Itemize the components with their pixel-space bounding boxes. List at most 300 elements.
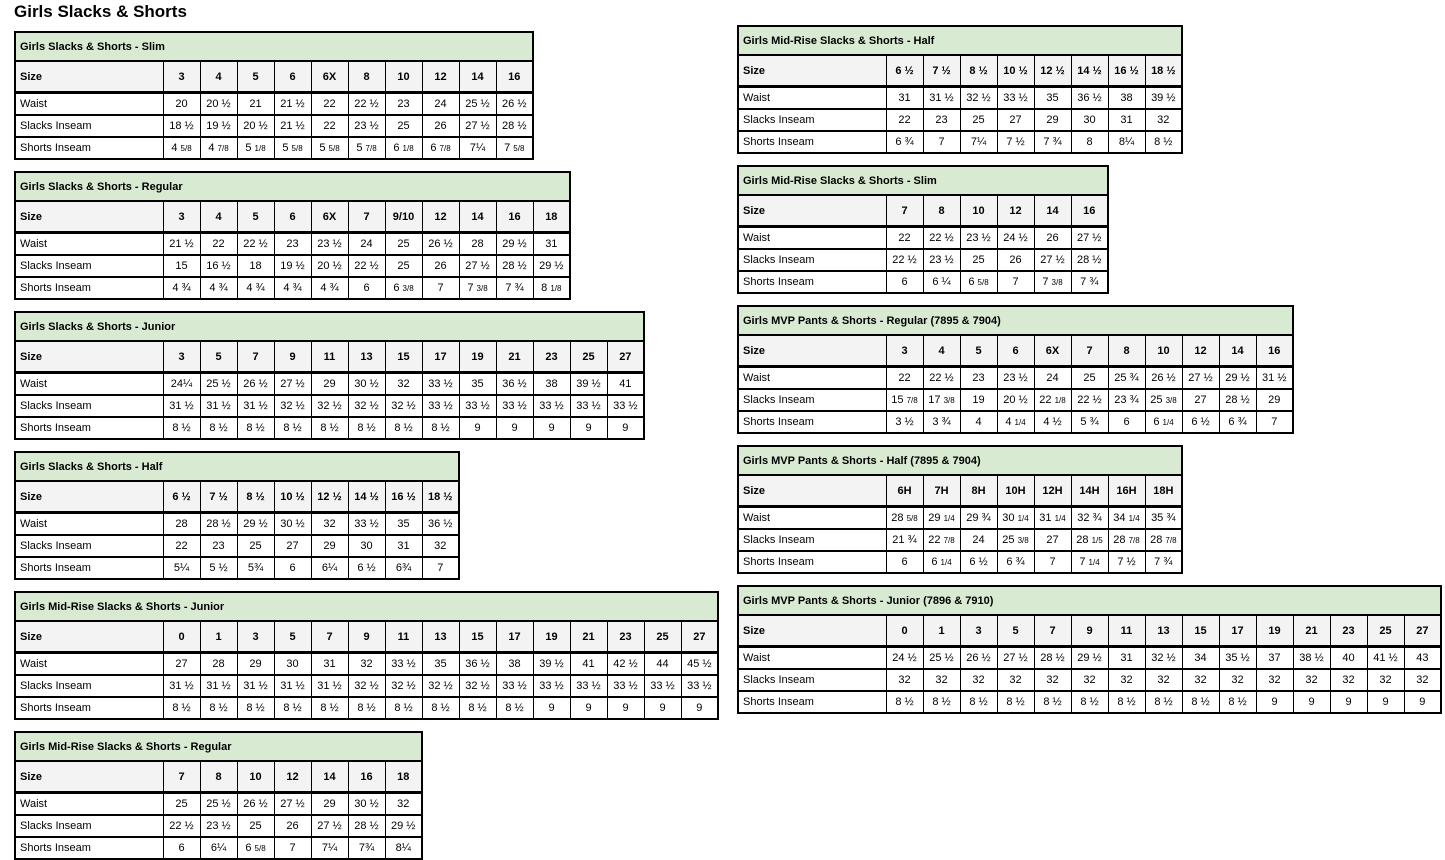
size-header-cell: 9 — [1071, 615, 1108, 647]
value-cell: 6 7/8 — [422, 137, 459, 159]
value-cell: 31 ½ — [163, 395, 200, 417]
table-row — [738, 669, 1441, 691]
value-cell: 26 ½ — [960, 647, 997, 670]
value-cell: 7 3/8 — [1034, 271, 1071, 293]
size-header-cell: 16 — [496, 201, 533, 233]
value-cell: 8 ½ — [1071, 691, 1108, 713]
value-cell: 34 — [1182, 647, 1219, 670]
table-row — [15, 93, 533, 116]
size-header-cell: 9/10 — [385, 201, 422, 233]
value-cell: 22 — [886, 109, 923, 131]
right-column — [737, 25, 1442, 714]
value-cell: 4 1/4 — [997, 411, 1034, 433]
value-cell: 33 ½ — [385, 653, 422, 676]
row-label: Slacks Inseam — [738, 669, 886, 691]
value-cell: 31 ½ — [1256, 367, 1293, 390]
value-cell: 22 — [886, 367, 923, 390]
table-title: Girls Mid-Rise Slacks & Shorts - Half — [738, 26, 1182, 55]
size-header-cell: 16 ½ — [1108, 55, 1145, 87]
value-cell: 26 ½ — [1145, 367, 1182, 390]
value-cell: 19 — [960, 389, 997, 411]
value-cell: 33 ½ — [533, 675, 570, 697]
value-cell: 28 ½ — [1219, 389, 1256, 411]
value-cell: 8 ½ — [1182, 691, 1219, 713]
value-cell: 9 — [644, 697, 681, 719]
value-cell: 7 — [274, 837, 311, 859]
value-cell: 22 ½ — [348, 93, 385, 116]
value-cell: 18 — [237, 255, 274, 277]
size-table — [14, 311, 645, 440]
value-cell: 26 ½ — [237, 793, 274, 816]
table-row — [15, 255, 570, 277]
row-label: Waist — [15, 93, 163, 116]
value-cell: 31 — [533, 233, 570, 256]
size-header-cell: 4 — [200, 201, 237, 233]
table-row — [15, 653, 718, 676]
value-cell: 9 — [496, 417, 533, 439]
row-label: Slacks Inseam — [15, 675, 163, 697]
row-label: Waist — [15, 373, 163, 396]
value-cell: 29 ¾ — [960, 507, 997, 530]
value-cell: 9 — [1404, 691, 1441, 713]
value-cell: 33 ½ — [533, 395, 570, 417]
value-cell: 5 5/8 — [274, 137, 311, 159]
table-title: Girls MVP Pants & Shorts - Regular (7895 & 7904) — [738, 306, 1293, 335]
value-cell: 4 ¾ — [200, 277, 237, 299]
value-cell: 25 ½ — [200, 793, 237, 816]
value-cell: 24 — [348, 233, 385, 256]
size-header-cell: 12 ½ — [1034, 55, 1071, 87]
value-cell: 5 7/8 — [348, 137, 385, 159]
value-cell: 5 5/8 — [311, 137, 348, 159]
value-cell: 32 ½ — [348, 675, 385, 697]
value-cell: 33 ½ — [570, 395, 607, 417]
table-title: Girls Slacks & Shorts - Half — [15, 452, 459, 481]
value-cell: 28 — [459, 233, 496, 256]
value-cell: 8 ½ — [311, 697, 348, 719]
value-cell: 30 — [348, 535, 385, 557]
size-header-cell: 16 — [1256, 335, 1293, 367]
value-cell: 30 ½ — [348, 793, 385, 816]
value-cell: 6 — [348, 277, 385, 299]
value-cell: 32 — [1256, 669, 1293, 691]
value-cell: 36 ½ — [1071, 87, 1108, 110]
size-header-cell: 18 ½ — [422, 481, 459, 513]
value-cell: 39 ½ — [1145, 87, 1182, 110]
size-header-cell: 12 ½ — [311, 481, 348, 513]
value-cell: 41 — [607, 373, 644, 396]
size-row-label: Size — [15, 61, 163, 93]
row-label: Shorts Inseam — [15, 837, 163, 859]
value-cell: 28 7/8 — [1145, 529, 1182, 551]
value-cell: 31 ½ — [200, 675, 237, 697]
value-cell: 19 ½ — [200, 115, 237, 137]
value-cell: 6 5/8 — [960, 271, 997, 293]
value-cell: 8 ½ — [237, 417, 274, 439]
value-cell: 33 ½ — [496, 675, 533, 697]
value-cell: 15 7/8 — [886, 389, 923, 411]
value-cell: 7 5/8 — [496, 137, 533, 159]
size-header-cell: 6X — [311, 201, 348, 233]
value-cell: 42 ½ — [607, 653, 644, 676]
value-cell: 29 ½ — [1071, 647, 1108, 670]
value-cell: 32 — [422, 535, 459, 557]
size-header-cell: 21 — [496, 341, 533, 373]
size-header-cell: 13 — [422, 621, 459, 653]
left-column — [14, 31, 719, 860]
value-cell: 8 — [1071, 131, 1108, 153]
table-row — [738, 647, 1441, 670]
table-row — [738, 389, 1293, 411]
value-cell: 8 ½ — [237, 697, 274, 719]
size-header-cell: 7 ½ — [923, 55, 960, 87]
value-cell: 8 ½ — [886, 691, 923, 713]
value-cell: 8 ½ — [923, 691, 960, 713]
size-table — [737, 305, 1294, 434]
value-cell: 25 ½ — [459, 93, 496, 116]
table-row — [15, 373, 644, 396]
size-header-cell: 16 ½ — [385, 481, 422, 513]
value-cell: 32 ½ — [422, 675, 459, 697]
table-row — [738, 131, 1182, 153]
value-cell: 22 — [311, 93, 348, 116]
value-cell: 29 — [1034, 109, 1071, 131]
value-cell: 25 — [237, 815, 274, 837]
value-cell: 32 ¾ — [1071, 507, 1108, 530]
size-header-cell: 17 — [422, 341, 459, 373]
table-row — [15, 395, 644, 417]
value-cell: 39 ½ — [533, 653, 570, 676]
row-label: Slacks Inseam — [15, 815, 163, 837]
size-row-label: Size — [738, 615, 886, 647]
value-cell: 38 ½ — [1293, 647, 1330, 670]
value-cell: 15 — [163, 255, 200, 277]
value-cell: 8 ½ — [1108, 691, 1145, 713]
size-header-cell: 1 — [200, 621, 237, 653]
value-cell: 30 — [274, 653, 311, 676]
value-cell: 20 ½ — [200, 93, 237, 116]
value-cell: 27 ½ — [997, 647, 1034, 670]
size-header-cell: 6H — [886, 475, 923, 507]
value-cell: 21 — [237, 93, 274, 116]
table-row — [15, 557, 459, 579]
value-cell: 25 ½ — [923, 647, 960, 670]
size-row-label: Size — [15, 201, 163, 233]
value-cell: 32 ½ — [385, 395, 422, 417]
size-header-cell: 12 — [997, 195, 1034, 227]
size-header-cell: 7H — [923, 475, 960, 507]
value-cell: 22 — [163, 535, 200, 557]
size-header-cell: 9 — [274, 341, 311, 373]
value-cell: 41 — [570, 653, 607, 676]
value-cell: 24 ½ — [997, 227, 1034, 250]
value-cell: 33 ½ — [496, 395, 533, 417]
row-label: Waist — [738, 647, 886, 670]
value-cell: 33 ½ — [570, 675, 607, 697]
value-cell: 26 ½ — [237, 373, 274, 396]
size-header-cell: 10 — [237, 761, 274, 793]
value-cell: 7 ½ — [1108, 551, 1145, 573]
size-row-label: Size — [15, 481, 163, 513]
row-label: Waist — [15, 513, 163, 536]
size-header-cell: 18 — [533, 201, 570, 233]
value-cell: 22 ½ — [923, 367, 960, 390]
value-cell: 25 — [385, 115, 422, 137]
value-cell: 27 ½ — [459, 255, 496, 277]
value-cell: 5 1/8 — [237, 137, 274, 159]
value-cell: 28 ½ — [496, 115, 533, 137]
size-header-cell: 14 ½ — [1071, 55, 1108, 87]
size-header-cell: 8 — [348, 61, 385, 93]
value-cell: 21 ¾ — [886, 529, 923, 551]
row-label: Shorts Inseam — [15, 417, 163, 439]
value-cell: 26 — [422, 255, 459, 277]
table-row — [15, 837, 422, 859]
size-header-cell: 0 — [163, 621, 200, 653]
value-cell: 16 ½ — [200, 255, 237, 277]
row-label: Waist — [738, 87, 886, 110]
value-cell: 22 ½ — [163, 815, 200, 837]
value-cell: 28 — [200, 653, 237, 676]
value-cell: 25 — [163, 793, 200, 816]
size-table — [14, 451, 460, 580]
value-cell: 7 ¾ — [496, 277, 533, 299]
value-cell: 8¼ — [1108, 131, 1145, 153]
value-cell: 6 ¾ — [886, 131, 923, 153]
size-header-cell: 27 — [681, 621, 718, 653]
value-cell: 28 ½ — [200, 513, 237, 536]
value-cell: 30 1/4 — [997, 507, 1034, 530]
value-cell: 7 ¾ — [1145, 551, 1182, 573]
size-table — [737, 165, 1109, 294]
value-cell: 23 — [274, 233, 311, 256]
value-cell: 33 ½ — [422, 395, 459, 417]
value-cell: 36 ½ — [422, 513, 459, 536]
value-cell: 8 ½ — [348, 697, 385, 719]
value-cell: 20 — [163, 93, 200, 116]
size-header-cell: 1 — [923, 615, 960, 647]
table-title: Girls MVP Pants & Shorts - Half (7895 & 7904) — [738, 446, 1182, 475]
size-header-cell: 7 — [311, 621, 348, 653]
size-header-cell: 5 — [237, 61, 274, 93]
size-header-cell: 9 — [348, 621, 385, 653]
row-label: Shorts Inseam — [15, 277, 163, 299]
value-cell: 31 — [886, 87, 923, 110]
row-label: Slacks Inseam — [738, 529, 886, 551]
value-cell: 8 ½ — [1145, 691, 1182, 713]
table-title: Girls Slacks & Shorts - Junior — [15, 312, 644, 341]
value-cell: 7¼ — [459, 137, 496, 159]
value-cell: 27 ½ — [459, 115, 496, 137]
value-cell: 9 — [1330, 691, 1367, 713]
value-cell: 9 — [459, 417, 496, 439]
size-header-cell: 10 ½ — [997, 55, 1034, 87]
size-header-cell: 23 — [607, 621, 644, 653]
size-header-cell: 18H — [1145, 475, 1182, 507]
value-cell: 7¾ — [348, 837, 385, 859]
value-cell: 24¼ — [163, 373, 200, 396]
size-header-cell: 14 ½ — [348, 481, 385, 513]
size-header-cell: 3 — [163, 341, 200, 373]
row-label: Waist — [738, 227, 886, 250]
value-cell: 33 ½ — [681, 675, 718, 697]
value-cell: 33 ½ — [422, 373, 459, 396]
value-cell: 6 3/8 — [385, 277, 422, 299]
value-cell: 6 ¾ — [997, 551, 1034, 573]
value-cell: 6 ¾ — [1219, 411, 1256, 433]
value-cell: 5¾ — [237, 557, 274, 579]
size-header-cell: 10 — [960, 195, 997, 227]
value-cell: 22 ½ — [886, 249, 923, 271]
value-cell: 31 ½ — [200, 395, 237, 417]
value-cell: 6 — [886, 271, 923, 293]
value-cell: 29 ½ — [385, 815, 422, 837]
value-cell: 7¼ — [960, 131, 997, 153]
size-header-cell: 7 — [1034, 615, 1071, 647]
row-label: Waist — [15, 793, 163, 816]
value-cell: 8 ½ — [1219, 691, 1256, 713]
value-cell: 3 ½ — [886, 411, 923, 433]
row-label: Waist — [15, 653, 163, 676]
value-cell: 22 — [311, 115, 348, 137]
value-cell: 22 7/8 — [923, 529, 960, 551]
value-cell: 23 ¾ — [1108, 389, 1145, 411]
value-cell: 31 ½ — [311, 675, 348, 697]
size-table — [14, 171, 571, 300]
value-cell: 25 — [960, 249, 997, 271]
table-row — [15, 513, 459, 536]
value-cell: 7 — [1034, 551, 1071, 573]
value-cell: 32 ½ — [960, 87, 997, 110]
value-cell: 9 — [1293, 691, 1330, 713]
value-cell: 33 ½ — [348, 513, 385, 536]
value-cell: 28 7/8 — [1108, 529, 1145, 551]
value-cell: 33 ½ — [607, 395, 644, 417]
size-header-cell: 16 — [348, 761, 385, 793]
table-row — [738, 109, 1182, 131]
size-row-label: Size — [15, 761, 163, 793]
value-cell: 5 ½ — [200, 557, 237, 579]
value-cell: 22 ½ — [923, 227, 960, 250]
value-cell: 23 — [960, 367, 997, 390]
value-cell: 28 ½ — [348, 815, 385, 837]
value-cell: 29 — [237, 653, 274, 676]
size-header-cell: 6 — [997, 335, 1034, 367]
value-cell: 28 ½ — [1034, 647, 1071, 670]
size-header-cell: 14 — [459, 201, 496, 233]
value-cell: 8 ½ — [385, 697, 422, 719]
value-cell: 31 ½ — [923, 87, 960, 110]
value-cell: 22 — [886, 227, 923, 250]
size-header-cell: 23 — [533, 341, 570, 373]
table-row — [15, 675, 718, 697]
value-cell: 8 ½ — [997, 691, 1034, 713]
value-cell: 6¼ — [311, 557, 348, 579]
value-cell: 31 1/4 — [1034, 507, 1071, 530]
value-cell: 32 — [960, 669, 997, 691]
value-cell: 6 — [163, 837, 200, 859]
table-row — [738, 227, 1108, 250]
size-header-cell: 6 ½ — [886, 55, 923, 87]
value-cell: 8 ½ — [422, 697, 459, 719]
value-cell: 5 ¾ — [1071, 411, 1108, 433]
value-cell: 32 ½ — [385, 675, 422, 697]
value-cell: 8 ½ — [422, 417, 459, 439]
value-cell: 29 ½ — [237, 513, 274, 536]
value-cell: 23 ½ — [348, 115, 385, 137]
value-cell: 26 — [997, 249, 1034, 271]
value-cell: 26 — [1034, 227, 1071, 250]
size-header-cell: 5 — [274, 621, 311, 653]
size-header-cell: 8 ½ — [960, 55, 997, 87]
value-cell: 25 3/8 — [1145, 389, 1182, 411]
size-header-cell: 6 ½ — [163, 481, 200, 513]
table-row — [738, 529, 1182, 551]
value-cell: 32 — [886, 669, 923, 691]
value-cell: 8 ½ — [163, 417, 200, 439]
size-header-cell: 7 ½ — [200, 481, 237, 513]
value-cell: 32 ½ — [459, 675, 496, 697]
size-row-label: Size — [738, 195, 886, 227]
size-row-label: Size — [738, 335, 886, 367]
size-row-label: Size — [15, 341, 163, 373]
size-header-cell: 6 — [274, 201, 311, 233]
size-header-cell: 12 — [422, 61, 459, 93]
table-row — [15, 697, 718, 719]
value-cell: 32 — [385, 373, 422, 396]
value-cell: 32 — [1293, 669, 1330, 691]
value-cell: 32 — [1108, 669, 1145, 691]
value-cell: 33 ½ — [644, 675, 681, 697]
value-cell: 21 ½ — [274, 115, 311, 137]
table-title: Girls Mid-Rise Slacks & Shorts - Regular — [15, 732, 422, 761]
size-header-cell: 8 — [200, 761, 237, 793]
size-header-cell: 8 — [1108, 335, 1145, 367]
size-header-cell: 5 — [960, 335, 997, 367]
table-row — [738, 271, 1108, 293]
size-row-label: Size — [738, 475, 886, 507]
value-cell: 32 — [1145, 669, 1182, 691]
size-row-label: Size — [738, 55, 886, 87]
value-cell: 35 ½ — [1219, 647, 1256, 670]
value-cell: 32 — [1367, 669, 1404, 691]
size-header-cell: 14H — [1071, 475, 1108, 507]
value-cell: 37 — [1256, 647, 1293, 670]
row-label: Shorts Inseam — [738, 411, 886, 433]
value-cell: 6 1/8 — [385, 137, 422, 159]
value-cell: 9 — [607, 697, 644, 719]
value-cell: 32 ½ — [348, 395, 385, 417]
table-row — [15, 277, 570, 299]
value-cell: 6¾ — [385, 557, 422, 579]
row-label: Shorts Inseam — [738, 131, 886, 153]
size-header-cell: 25 — [1367, 615, 1404, 647]
size-table — [14, 591, 719, 720]
value-cell: 7 3/8 — [459, 277, 496, 299]
row-label: Shorts Inseam — [15, 557, 163, 579]
row-label: Waist — [15, 233, 163, 256]
size-header-cell: 4 — [200, 61, 237, 93]
value-cell: 32 ½ — [1145, 647, 1182, 670]
size-header-cell: 5 — [200, 341, 237, 373]
value-cell: 32 ½ — [311, 395, 348, 417]
value-cell: 8 ½ — [496, 697, 533, 719]
value-cell: 32 — [385, 793, 422, 816]
value-cell: 8 ½ — [311, 417, 348, 439]
value-cell: 33 ½ — [997, 87, 1034, 110]
row-label: Slacks Inseam — [15, 535, 163, 557]
value-cell: 21 ½ — [274, 93, 311, 116]
